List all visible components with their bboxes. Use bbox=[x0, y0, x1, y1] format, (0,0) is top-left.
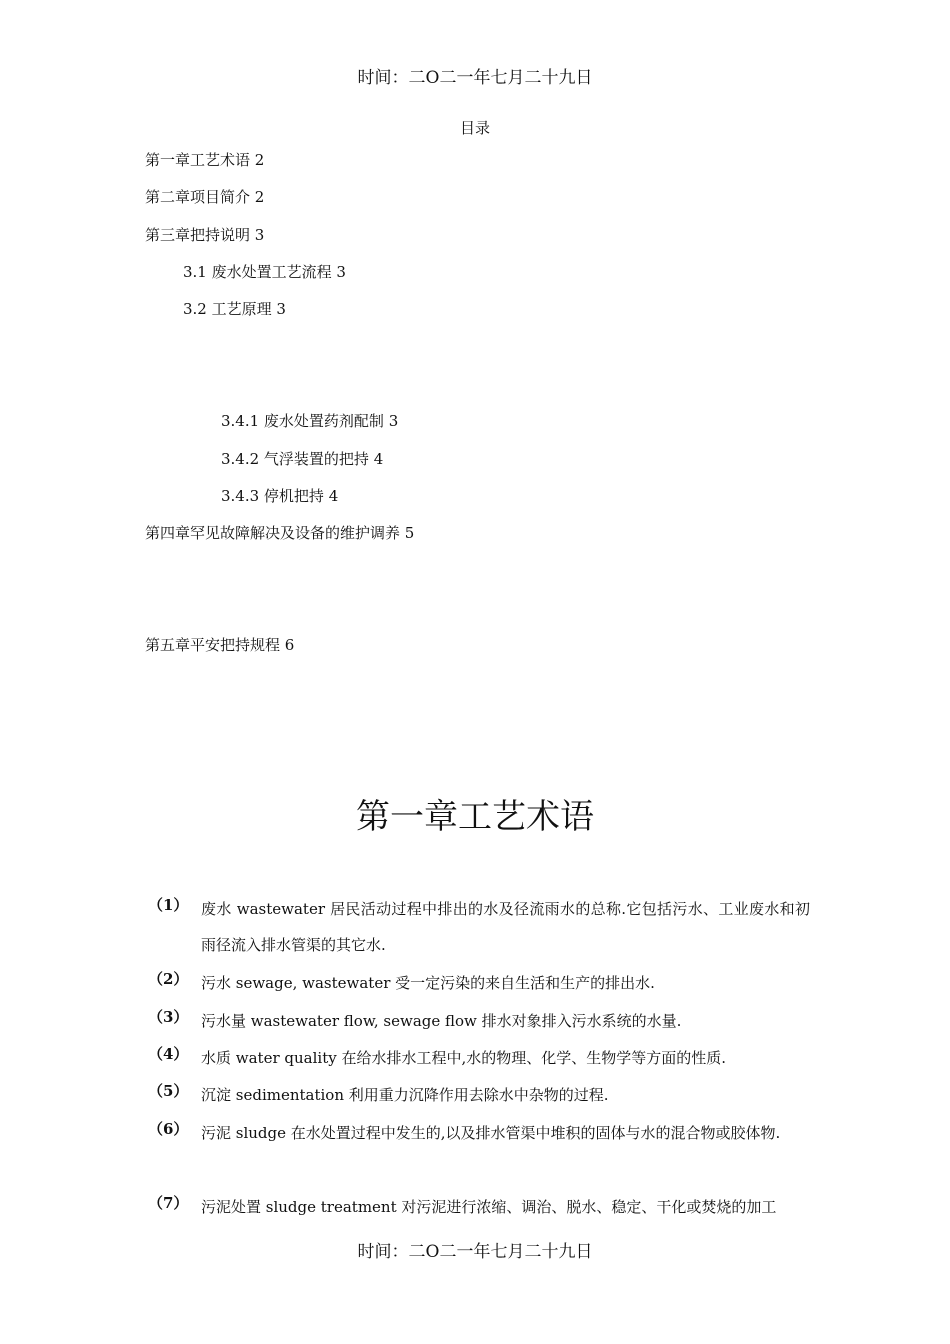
term-text: 污泥处置 sludge treatment 对污泥进行浓缩、调治、脱水、稳定、干化或焚烧的加工 bbox=[201, 1198, 777, 1216]
term-text: 污水 sewage, wastewater 受一定污染的来自生活和生产的排出水. bbox=[201, 974, 655, 992]
toc-item: 3.4.1 废水处置药剂配制 3 bbox=[221, 412, 399, 430]
term-number: （3） bbox=[148, 1008, 189, 1026]
toc-item: 第二章项目简介 2 bbox=[145, 188, 265, 206]
term-number: （1） bbox=[148, 896, 189, 914]
term-number: （2） bbox=[148, 970, 189, 988]
term-item bbox=[148, 1077, 810, 1113]
term-text: 废水 wastewater 居民活动过程中排出的水及径流雨水的总称.它包括污水、工业废水和初雨径流入排水管渠的其它水. bbox=[201, 900, 810, 954]
toc-title: 目录 bbox=[459, 119, 490, 137]
toc-item: 3.4.2 气浮装置的把持 4 bbox=[221, 450, 384, 468]
chapter-title: 第一章工艺术语 bbox=[356, 797, 594, 837]
term-number: （5） bbox=[148, 1082, 189, 1100]
term-item bbox=[148, 1040, 810, 1076]
term-item bbox=[148, 1115, 810, 1151]
term-number: （6） bbox=[148, 1120, 189, 1138]
term-text: 污水量 wastewater flow, sewage flow 排水对象排入污水系统的水量. bbox=[201, 1012, 682, 1030]
term-item bbox=[148, 891, 810, 963]
toc-item: 3.4.3 停机把持 4 bbox=[221, 487, 339, 505]
term-text: 水质 water quality 在给水排水工程中,水的物理、化学、生物学等方面的性质. bbox=[201, 1049, 727, 1067]
term-item bbox=[148, 965, 810, 1001]
term-item bbox=[148, 1003, 810, 1039]
toc-item: 第五章平安把持规程 6 bbox=[145, 636, 295, 654]
term-text: 沉淀 sedimentation 利用重力沉降作用去除水中杂物的过程. bbox=[201, 1086, 609, 1104]
toc-item: 第三章把持说明 3 bbox=[145, 226, 265, 244]
toc-item: 3.2 工艺原理 3 bbox=[183, 300, 286, 318]
term-number: （7） bbox=[148, 1194, 189, 1212]
term-item bbox=[148, 1189, 810, 1225]
toc-item: 第四章罕见故障解决及设备的维护调养 5 bbox=[145, 524, 415, 542]
page-header: 时间：二O二一年七月二十九日 bbox=[357, 68, 593, 88]
term-text: 污泥 sludge 在水处置过程中发生的,以及排水管渠中堆积的固体与水的混合物或胶体物. bbox=[201, 1124, 781, 1142]
toc-item: 3.1 废水处置工艺流程 3 bbox=[183, 263, 346, 281]
page-footer: 时间：二O二一年七月二十九日 bbox=[357, 1242, 593, 1262]
term-number: （4） bbox=[148, 1045, 189, 1063]
toc-item: 第一章工艺术语 2 bbox=[145, 151, 265, 169]
